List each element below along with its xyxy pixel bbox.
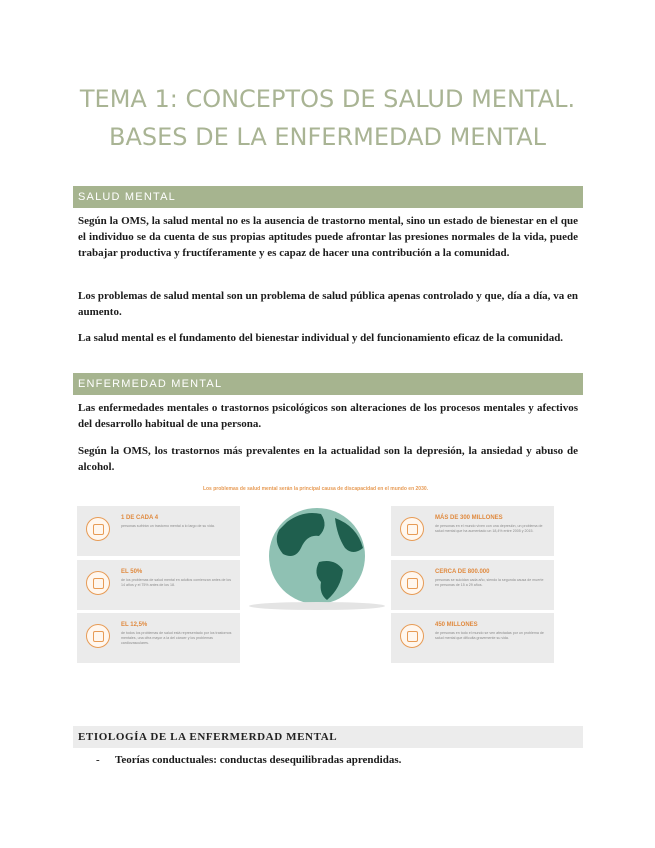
list-item xyxy=(96,752,401,768)
compass-icon xyxy=(400,624,424,648)
globe-illustration xyxy=(249,504,385,614)
infographic-card xyxy=(391,560,554,610)
card-description: de todos los problemas de salud está representado por los trastornos mentales, una cifra mayor a la del cáncer y los problemas cardiovasculares. xyxy=(121,631,232,645)
infographic-card xyxy=(391,506,554,556)
mental-health-infographic xyxy=(77,482,554,664)
infographic-card xyxy=(391,613,554,663)
card-description: personas sufrirán un trastorno mental a lo largo de su vida. xyxy=(121,524,215,528)
bullet-text: conductas desequilibradas aprendidas. xyxy=(216,754,402,766)
card-stat: EL 12,5% xyxy=(121,622,148,628)
section-heading-salud-mental: SALUD MENTAL xyxy=(73,186,583,208)
section-heading-enfermedad-mental: ENFERMEDAD MENTAL xyxy=(73,373,583,395)
card-description: de personas en el mundo viven con una depresión, un problema de salud mental que ha aumentado un 18,4% entre 2005 y 2015. xyxy=(435,524,543,533)
card-stat: CERCA DE 800.000 xyxy=(435,569,490,575)
bullet-label: Teorías conductuales: xyxy=(115,754,217,766)
hands-icon xyxy=(400,517,424,541)
infographic-card xyxy=(77,506,240,556)
infographic-card xyxy=(77,560,240,610)
head-icon xyxy=(86,517,110,541)
card-stat: MÁS DE 300 MILLONES xyxy=(435,515,503,521)
globe-icon xyxy=(249,504,385,608)
brain-icon xyxy=(86,624,110,648)
salud-mental-paragraph-2: Los problemas de salud mental son un problema de salud pública apenas controlado y que, día a día, va en aumento. xyxy=(78,290,578,318)
stretcher-icon xyxy=(400,571,424,595)
enfermedad-mental-paragraph-1: Las enfermedades mentales o trastornos psicológicos son alteraciones de los procesos mentales y afectivos del desarrollo habitual de una persona. xyxy=(78,402,578,430)
bullet-dash: - xyxy=(96,754,100,766)
infographic-card xyxy=(77,613,240,663)
enfermedad-mental-paragraph-2: Según la OMS, los trastornos más prevalentes en la actualidad son la depresión, la ansiedad y abuso de alcohol. xyxy=(78,445,578,473)
section-heading-etiologia: ETIOLOGÍA DE LA ENFERMERDAD MENTAL xyxy=(73,726,583,748)
card-stat: 450 MILLONES xyxy=(435,622,478,628)
salud-mental-paragraph-3: La salud mental es el fundamento del bienestar individual y del funcionamiento eficaz de la comunidad. xyxy=(78,332,564,344)
card-description: de personas en todo el mundo se ven afectadas por un problema de salud mental que dificulta gravemente su vida. xyxy=(435,631,544,640)
card-stat: 1 DE CADA 4 xyxy=(121,515,159,521)
page-title xyxy=(40,80,615,156)
title-line-2: BASES DE LA ENFERMEDAD MENTAL xyxy=(108,123,546,151)
card-description: de los problemas de salud mental en adultos comienzan antes de los 14 años y el 75% antes de los 18. xyxy=(121,578,232,587)
card-description: personas se suicidan cada año, siendo la segunda causa de muerte en personas de 15 a 29 años. xyxy=(435,578,544,587)
cake-icon xyxy=(86,571,110,595)
card-stat: EL 50% xyxy=(121,569,143,575)
globe-shadow xyxy=(249,602,385,610)
title-line-1: TEMA 1: CONCEPTOS DE SALUD MENTAL. xyxy=(79,85,576,113)
salud-mental-paragraph-1: Según la OMS, la salud mental no es la ausencia de trastorno mental, sino un estado de bienestar en el que el individuo se da cuenta de sus propias aptitudes puede afrontar las presiones normales de la vida, puede trabajar productiva y fructíferamente y es capaz de hacer una contribución a la comunidad. xyxy=(78,215,578,259)
infographic-headline: Los problemas de salud mental serán la principal causa de discapacidad en el mundo en 2030. xyxy=(202,486,429,492)
